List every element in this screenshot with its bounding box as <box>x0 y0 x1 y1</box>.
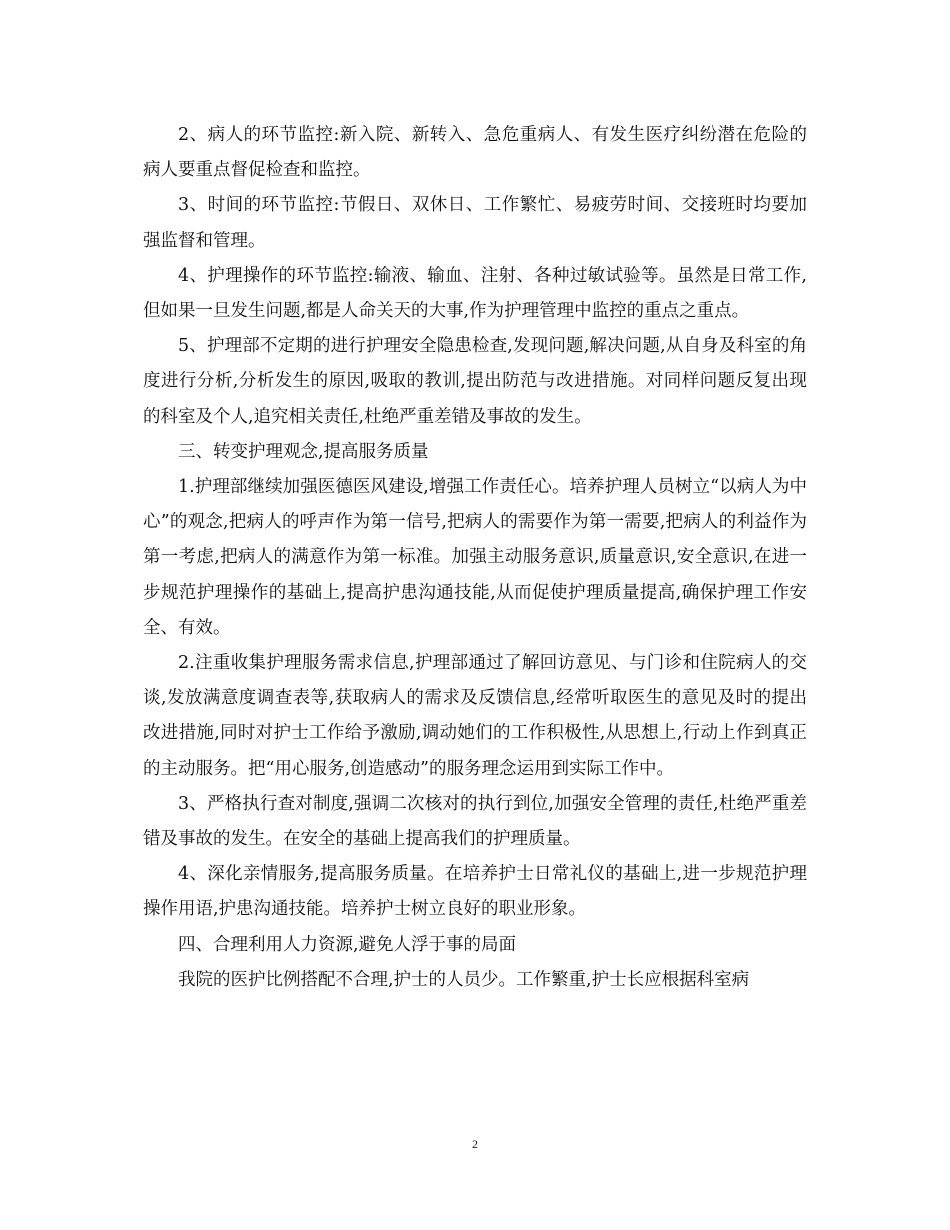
paragraph-service-feedback: 2.注重收集护理服务需求信息,护理部通过了解回访意见、与门诊和住院病人的交谈,发放满意度调查表等,获取病人的需求及反馈信息,经常听取医生的意见及时的提出改进措施,同时对护士工作给予激励,调动她们的工作积极性,从思想上,行动上作到真正的主动服务。把“用心服务,创造感动”的服务理念运用到实际工作中。 <box>143 653 807 779</box>
paragraph-verification-system: 3、严格执行查对制度,强调二次核对的执行到位,加强安全管理的责任,杜绝严重差错及事故的发生。在安全的基础上提高我们的护理质量。 <box>143 793 807 850</box>
paragraph-operation-monitoring: 4、护理操作的环节监控:输液、输血、注射、各种过敏试验等。虽然是日常工作,但如果一旦发生问题,都是人命关天的大事,作为护理管理中监控的重点之重点。 <box>143 265 807 322</box>
paragraph-safety-inspection: 5、护理部不定期的进行护理安全隐患检查,发现问题,解决问题,从自身及科室的角度进行分析,分析发生的原因,吸取的教训,提出防范与改进措施。对同样问题反复出现的科室及个人,追究相关责任,杜绝严重差错及事故的发生。 <box>143 336 807 427</box>
paragraph-compassionate-service: 4、深化亲情服务,提高服务质量。在培养护士日常礼仪的基础上,进一步规范护理操作用语,护患沟通技能。培养护士树立良好的职业形象。 <box>143 864 807 920</box>
document-body <box>143 118 807 998</box>
paragraph-ethics-building: 1.护理部继续加强医德医风建设,增强工作责任心。培养护理人员树立“以病人为中心”的观念,把病人的呼声作为第一信号,把病人的需要作为第一需要,把病人的利益作为第一考虑,把病人的满意作为第一标准。加强主动服务意识,质量意识,安全意识,在进一步规范护理操作的基础上,提高护患沟通技能,从而促使护理质量提高,确保护理工作安全、有效。 <box>143 477 807 638</box>
paragraph-time-monitoring: 3、时间的环节监控:节假日、双休日、工作繁忙、易疲劳时间、交接班时均要加强监督和管理。 <box>143 195 807 251</box>
page-number: 2 <box>472 1137 478 1151</box>
paragraph-staffing-ratio: 我院的医护比例搭配不合理,护士的人员少。工作繁重,护士长应根据科室病 <box>178 969 750 990</box>
section-heading-human-resources: 四、合理利用人力资源,避免人浮于事的局面 <box>178 934 517 955</box>
section-heading-service-quality: 三、转变护理观念,提高服务质量 <box>178 441 429 462</box>
paragraph-patient-monitoring: 2、病人的环节监控:新入院、新转入、急危重病人、有发生医疗纠纷潜在危险的病人要重点督促检查和监控。 <box>143 125 807 181</box>
